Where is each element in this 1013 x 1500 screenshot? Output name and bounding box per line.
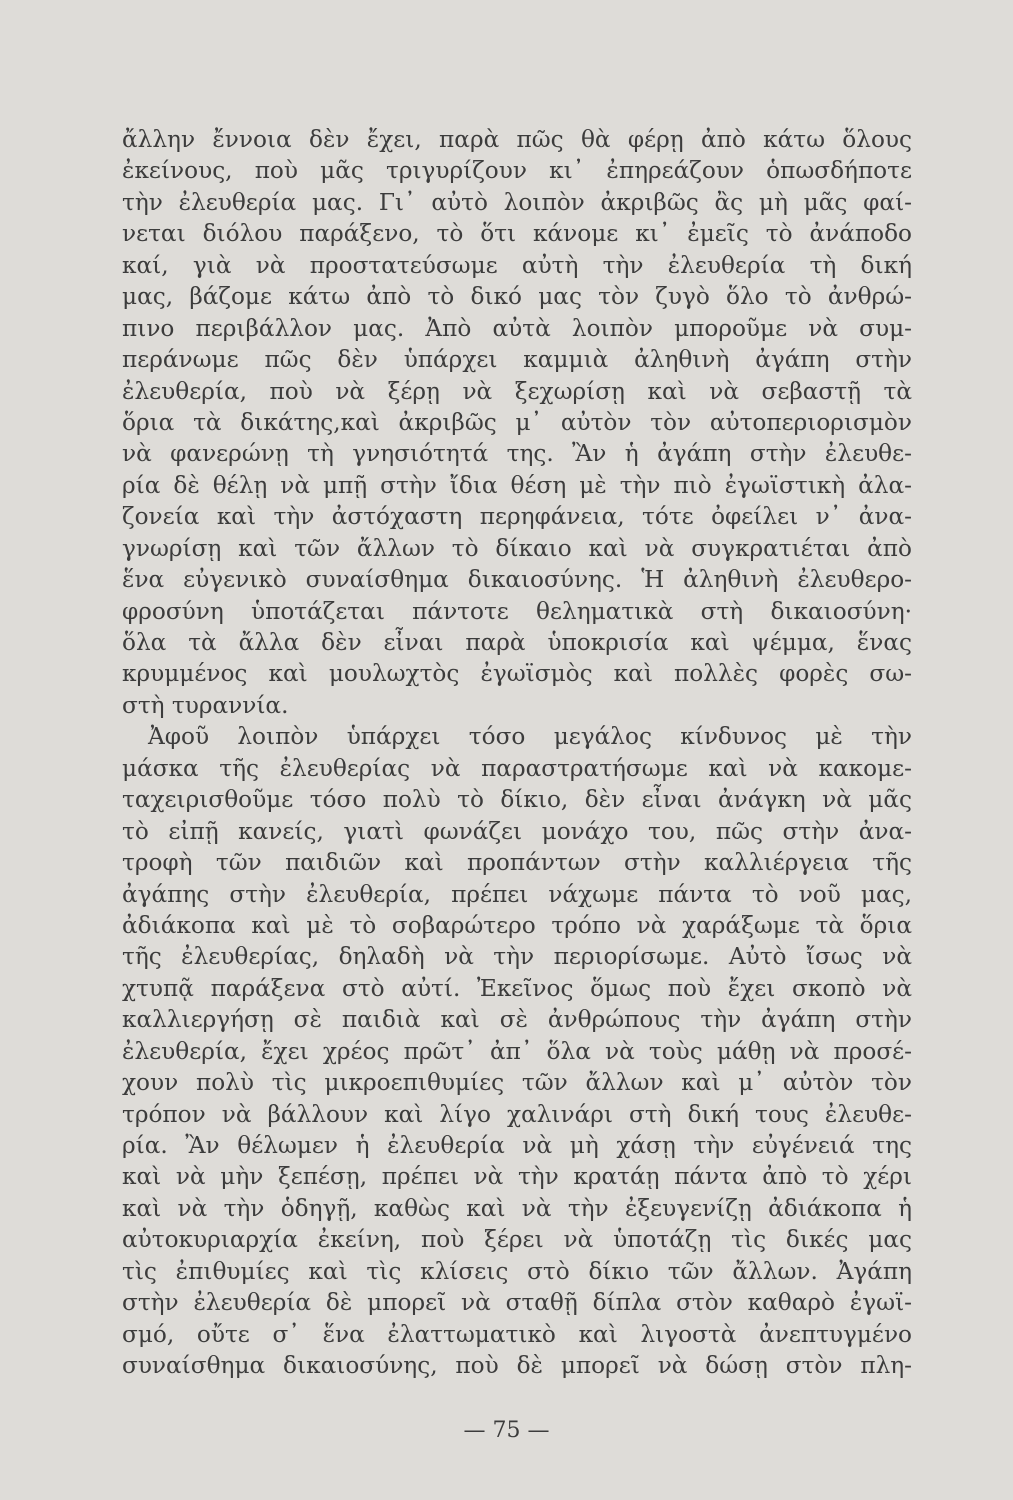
text-line: τὶς ἐπιθυμίες καὶ τὶς κλίσεις στὸ δίκιο τῶν ἄλλων. Ἀγάπη xyxy=(122,1257,912,1285)
text-line: μάσκα τῆς ἐλευθερίας νὰ παραστρατήσωμε καὶ νὰ κακομε- xyxy=(122,754,912,782)
text-line: κρυμμένος καὶ μουλωχτὸς ἐγωϊσμὸς καὶ πολλὲς φορὲς σω- xyxy=(122,660,912,688)
text-line: αὐτοκυριαρχία ἐκείνη, ποὺ ξέρει νὰ ὑποτάζῃ τὶς δικές μας xyxy=(122,1226,912,1254)
text-line: ρία δὲ θέλῃ νὰ μπῇ στὴν ἴδια θέση μὲ τὴν πιὸ ἐγωϊστικὴ ἀλα- xyxy=(122,471,912,499)
text-line: νεται διόλου παράξενο, τὸ ὅτι κάνομε κι᾽ ἐμεῖς τὸ ἀνάποδο xyxy=(122,220,912,248)
text-line: καὶ νὰ τὴν ὁδηγῇ, καθὼς καὶ νὰ τὴν ἐξευγενίζῃ ἀδιάκοπα ἡ xyxy=(122,1194,912,1222)
text-line: γνωρίσῃ καὶ τῶν ἄλλων τὸ δίκαιο καὶ νὰ συγκρατιέται ἀπὸ xyxy=(122,534,912,562)
text-line: ὅρια τὰ δικάτης,καὶ ἀκριβῶς μ᾽ αὐτὸν τὸν αὐτοπεριορισμὸν xyxy=(122,408,912,436)
text-line: ἄλλην ἔννοια δὲν ἔχει, παρὰ πῶς θὰ φέρῃ ἀπὸ κάτω ὅλους xyxy=(122,126,912,153)
text-line: σμό, οὔτε σ᾽ ἕνα ἐλαττωματικὸ καὶ λιγοστὰ ἀνεπτυγμένο xyxy=(122,1320,912,1348)
text-line: τὴν ἐλευθερία μας. Γι᾽ αὐτὸ λοιπὸν ἀκριβῶς ἂς μὴ μᾶς φαί- xyxy=(122,188,912,216)
paragraph-end-line: στὴ τυραννία. xyxy=(122,691,289,719)
text-line: τῆς ἐλευθερίας, δηλαδὴ νὰ τὴν περιορίσωμε. Αὐτὸ ἴσως νὰ xyxy=(122,943,912,971)
text-line: τὸ εἰπῇ κανείς, γιατὶ φωνάζει μονάχο του, πῶς στὴν ἀνα- xyxy=(122,817,912,845)
text-line: τροφὴ τῶν παιδιῶν καὶ προπάντων στὴν καλλιέργεια τῆς xyxy=(122,849,912,877)
text-line: ζονεία καὶ τὴν ἀστόχαστη περηφάνεια, τότε ὀφείλει ν᾽ ἀνα- xyxy=(122,503,912,531)
text-line: ρία. Ἂν θέλωμεν ἡ ἐλευθερία νὰ μὴ χάσῃ τὴν εὐγένειά της xyxy=(122,1132,912,1159)
text-line: περάνωμε πῶς δὲν ὑπάρχει καμμιὰ ἀληθινὴ ἀγάπη στὴν xyxy=(122,346,912,374)
text-line: ἀδιάκοπα καὶ μὲ τὸ σοβαρώτερο τρόπο νὰ χαράξωμε τὰ ὅρια xyxy=(122,911,912,939)
text-line: ταχειρισθοῦμε τόσο πολὺ τὸ δίκιο, δὲν εἶναι ἀνάγκη νὰ μᾶς xyxy=(122,786,912,814)
text-line: συναίσθημα δικαιοσύνης, ποὺ δὲ μπορεῖ νὰ δώσῃ στὸν πλη- xyxy=(122,1352,912,1380)
text-line: νὰ φανερώνῃ τὴ γνησιότητά της. Ἂν ἡ ἀγάπη στὴν ἐλευθε- xyxy=(122,440,912,468)
text-line: ἐλευθερία, ἔχει χρέος πρῶτ᾽ ἀπ᾽ ὅλα νὰ τοὺς μάθῃ νὰ προσέ- xyxy=(122,1037,912,1065)
text-line: φροσύνη ὑποτάζεται πάντοτε θεληματικὰ στὴ δικαιοσύνη· xyxy=(122,597,912,625)
text-line: ἐλευθερία, ποὺ νὰ ξέρῃ νὰ ξεχωρίσῃ καὶ νὰ σεβαστῇ τὰ xyxy=(122,377,912,405)
page-number: — 75 — xyxy=(463,1418,550,1443)
text-line: τρόπον νὰ βάλλουν καὶ λίγο χαλινάρι στὴ δική τους ἐλευθε- xyxy=(122,1100,912,1128)
text-line: πινο περιβάλλον μας. Ἀπὸ αὐτὰ λοιπὸν μποροῦμε νὰ συμ- xyxy=(122,314,912,342)
text-line: μας, βάζομε κάτω ἀπὸ τὸ δικό μας τὸν ζυγὸ ὅλο τὸ ἀνθρώ- xyxy=(122,283,912,311)
text-line: χουν πολὺ τὶς μικροεπιθυμίες τῶν ἄλλων καὶ μ᾽ αὐτὸν τὸν xyxy=(122,1069,912,1097)
text-line: στὴν ἐλευθερία δὲ μπορεῖ νὰ σταθῇ δίπλα στὸν καθαρὸ ἐγωϊ- xyxy=(122,1289,912,1317)
text-line: ἐκείνους, ποὺ μᾶς τριγυρίζουν κι᾽ ἐπηρεάζουν ὁπωσδήποτε xyxy=(122,157,912,185)
text-line: καὶ νὰ μὴν ξεπέσῃ, πρέπει νὰ τὴν κρατάῃ πάντα ἀπὸ τὸ χέρι xyxy=(122,1163,912,1191)
text-line: ἀγάπης στὴν ἐλευθερία, πρέπει νάχωμε πάντα τὸ νοῦ μας, xyxy=(122,880,912,908)
body-text xyxy=(122,124,912,1382)
paragraph-start-line: Ἀφοῦ λοιπὸν ὑπάρχει τόσο μεγάλος κίνδυνος μὲ τὴν xyxy=(148,723,912,751)
text-line: ὅλα τὰ ἄλλα δὲν εἶναι παρὰ ὑποκρισία καὶ ψέμμα, ἕνας xyxy=(122,629,912,656)
text-line: χτυπᾷ παράξενα στὸ αὐτί. Ἐκεῖνος ὅμως ποὺ ἔχει σκοπὸ νὰ xyxy=(122,974,912,1002)
text-line: καί, γιὰ νὰ προστατεύσωμε αὐτὴ τὴν ἐλευθερία τὴ δική xyxy=(122,251,912,279)
text-line: ἕνα εὐγενικὸ συναίσθημα δικαιοσύνης. Ἡ ἀληθινὴ ἐλευθερο- xyxy=(122,566,912,594)
text-line: καλλιεργήσῃ σὲ παιδιὰ καὶ σὲ ἀνθρώπους τὴν ἀγάπη στὴν xyxy=(122,1006,912,1034)
